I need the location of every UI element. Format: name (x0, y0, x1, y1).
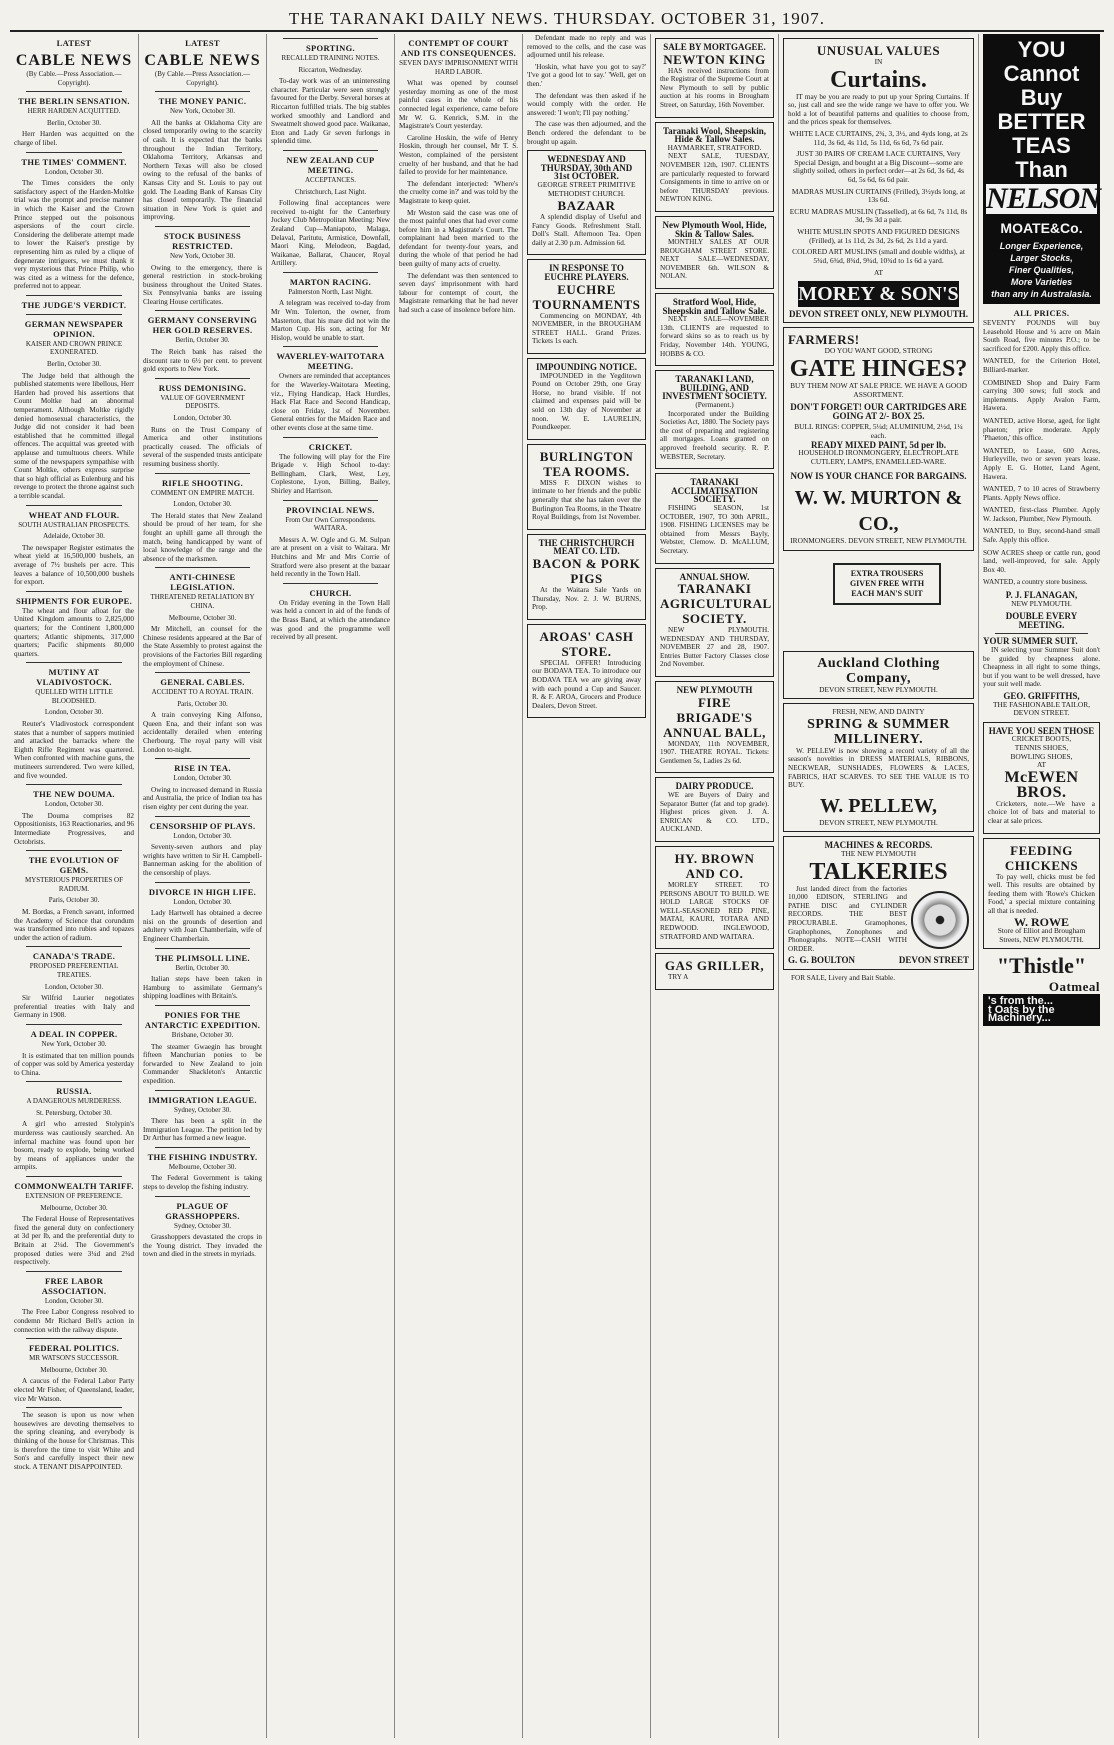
news-items (271, 38, 390, 642)
trousers-ad: EXTRA TROUSERS GIVEN FREE WITH EACH MAN'S SUIT (833, 563, 941, 605)
news-headline: THE TIMES' COMMENT. (21, 156, 127, 167)
news-dateline: Melbourne, October 30. (40, 1203, 108, 1212)
advertisement (655, 777, 774, 842)
news-dateline: London, October 30. (44, 800, 104, 809)
news-body: Seventy-seven authors and play wrights have written to Sir H. Campbell-Bannerman asking for the abolition of the censorship of plays. (143, 843, 262, 877)
news-body: The Times considers the only satisfactory aspect of the Harden-Moltke trial was the prompt and precise manner in which the Kaiser and the Crown Prince stepped out the poisonous aspersions of the court circle. Considering the deliberate attempt made to lower the Kaiser's prestige by representing him as ruled by a clique of degenerate intriguers, we must thank it very mysterious that Prince Philip, who was cited as a witness for the defence, preferred not to appear. (14, 179, 134, 291)
news-headline: GERMANY CONSERVING HER GOLD RESERVES. (147, 315, 258, 336)
classified-ad: WANTED, 7 to 10 acres of Strawberry Plants. Apply News office. (983, 485, 1100, 502)
divider-rule (283, 583, 378, 584)
ad-headline: NEWTON KING (663, 51, 766, 67)
news-body: To-day work was of an uninteresting character. Particular were seen strongly favoured for the Derby. Several horses at Riccarton fulfilled trials. The big stables worked smoothly and Landlord and Sweatmelt showed good pace. Waikanae, Eton and Lady Gr seven furlongs in splendid time. (271, 77, 390, 146)
news-headline: MUTINY AT VLADIVOSTOCK. (36, 667, 112, 688)
ad-banner: UNUSUAL VALUES (816, 43, 941, 58)
news-headline: CENSORSHIP OF PLAYS. (149, 820, 256, 831)
ad-subtitle: GEORGE STREET PRIMITIVE METHODIST CHURCH. (537, 179, 636, 198)
news-items (143, 91, 262, 1259)
ad-title: SALE BY MORTGAGEE. (663, 42, 766, 52)
classified-list (983, 319, 1100, 587)
ad-title: NEW PLYMOUTH (676, 685, 753, 696)
news-subhead: From Our Own Correspondents. WAITARA. (285, 515, 376, 533)
ad-body: MONTHLY SALES AT OUR BROUGHAM STREET STORE. NEXT SALE—WEDNESDAY, NOVEMBER 6th. WILSON & NOLAN. (660, 238, 769, 281)
tea-tagline: Longer Experience, (999, 241, 1084, 251)
ad-headline: BACON & PORK PIGS (532, 555, 641, 586)
news-headline: A DEAL IN COPPER. (30, 1028, 118, 1039)
ad-subtitle: (Permanent.) (695, 400, 734, 409)
news-dateline: Berlin, October 30. (46, 118, 102, 127)
ad-body: FISHING SEASON, 1st OCTOBER, 1907, TO 30th APRIL, 1908. FISHING LICENSES may be obtained from Messrs Bayly, Webster, Clemow. D. McALLUM, Secretary. (660, 503, 769, 555)
news-headline: COMMONWEALTH TARIFF. (14, 1181, 134, 1192)
news-dateline: London, October 30. (44, 167, 104, 176)
news-headline: STOCK BUSINESS RESTRICTED. (163, 230, 242, 251)
news-headline: THE EVOLUTION OF GEMS. (28, 855, 120, 876)
news-headline: SHIPMENTS FOR EUROPE. (15, 595, 133, 606)
ad-title: IN RESPONSE TO EUCHRE PLAYERS. (544, 263, 629, 283)
advertisement (527, 358, 646, 440)
morey-address: DEVON STREET ONLY, NEW PLYMOUTH. (788, 308, 969, 319)
news-headline: RIFLE SHOOTING. (161, 477, 244, 488)
article-headline: CONTEMPT OF COURT AND ITS CONSEQUENCES. (400, 38, 517, 58)
news-body: All the banks at Oklahoma City are closed temporarily owing to the scarcity of cash. It is expected that the banks throughout the Indian Territory, Oklahoma Territory, Arkansas and Northern Texas will also be closed owing to the refusal of the banks of Kansas City and St. Louis to pay out gold. The Leading Bank of Kansas City has closed temporarily. The financial situation in New York is quiet and improving. (143, 118, 262, 222)
news-dateline: Sydney, October 30. (173, 1105, 232, 1114)
news-dateline: London, October 30. (173, 774, 232, 783)
news-subhead: PROPOSED PREFERENTIAL TREATIES. (29, 962, 119, 979)
news-dateline: Brisbane, October 30. (171, 1030, 234, 1039)
divider-rule (155, 1090, 250, 1091)
news-body: The steamer Gwaegin has brought fifteen Manchurian ponies to be forwarded to New Zealand to join Commander Shackleton's Antarctic expedition. (143, 1042, 262, 1085)
advertisement (655, 38, 774, 118)
column-kicker: LATEST (56, 38, 92, 48)
news-subhead: MYSTERIOUS PROPERTIES OF RADIUM. (25, 876, 123, 893)
news-body: Owing to the emergency, there is general restriction in stock-broking business throughout the United States. Six Pennsylvania banks are issuing Clearing House certificates. (143, 263, 262, 306)
advertisement (527, 444, 646, 530)
divider-rule (26, 1176, 122, 1177)
article-subhead: SEVEN DAYS' IMPRISONMENT WITH HARD LABOR. (399, 59, 518, 76)
classified-ad: WANTED, a country store business. (983, 578, 1088, 587)
news-body: Messrs A. W. Ogle and G. M. Sulpan are at present on a visit to Waitara. Mr Hutchins and Mr and Mrs Corrie of Stratford were also present at the bazaar held recently in the Town Hall. (271, 535, 390, 579)
divider-rule (26, 91, 122, 92)
divider-rule (26, 591, 122, 592)
ad-title: Stratford Wool, Hide, Sheepskin and Tallow Sale. (662, 297, 767, 316)
pellew-millinery-ad: FRESH, NEW, AND DAINTY SPRING & SUMMER MILLINERY. W. PELLEW is now showing a record variety of all the season's novelties in DRESS MATERIALS, RIBBONS, NECKWEAR, SUNSHADES, FLOWERS & LACES, FABRICS, HAT SCARVES. TO SEE THE VALUE IS TO BUY. W. PELLEW, DEVON STREET, NEW PLYMOUTH. (783, 703, 974, 832)
news-subhead: ACCIDENT TO A ROYAL TRAIN. (151, 688, 254, 697)
ad-headline: TARANAKI AGRICULTURAL SOCIETY. (660, 581, 772, 627)
divider-rule (155, 567, 250, 568)
column-latest-cable-news (10, 34, 138, 1738)
classified-ad: WANTED, to Buy, second-hand small Safe. Apply this office. (983, 527, 1100, 545)
news-dateline: Sydney, October 30. (173, 1221, 232, 1230)
divider-rule (26, 784, 122, 785)
ad-body: NEXT SALE, TUESDAY, NOVEMBER 12th, 1907. CLIENTS are particularly requested to forward Consignments in time to arrive on or before THURSDAY previous. NEWTON KING. (660, 152, 769, 204)
news-body: A train conveying King Alfonso, Queen Ena, and their infant son was accidentally derailed when entering Cherbourg. The royal party will visit London to-night. (143, 711, 262, 754)
news-body: Herr Harden was acquitted on the charge of libel. (14, 130, 134, 147)
divider-rule (26, 1081, 122, 1082)
news-dateline: Riccarton, Wednesday. (298, 65, 363, 74)
news-headline: PROVINCIAL NEWS. (286, 504, 375, 515)
advertisement (655, 370, 774, 469)
news-dateline: London, October 30. (173, 500, 232, 509)
trousers-ad-area (783, 555, 974, 647)
news-headline: IMMIGRATION LEAGUE. (148, 1094, 257, 1105)
news-headline: THE BERLIN SENSATION. (18, 96, 130, 107)
classified-ad: WANTED, for the Criterion Hotel, Billiard-marker. (983, 357, 1100, 374)
advertisement (655, 953, 774, 990)
column-classifieds: YOU Cannot Buy BETTER TEAS Than NELSON MOATE&Co. Longer Experience, Larger Stocks, Finer Qualities, More Varieties than any in Australasia. ALL PRICES. SEVENTY POUNDS will buy Leasehold House and ¼ acre on Main South Road, five minutes P.O.; to be sacrificed for £200. Apply this office. WANTED, for the Criterion Hotel, Billiard-marker. COMBINED Shop and Dairy Farm carrying 300 sows; full stock and implements. Apply Avalon Farm, Hawera. WANTED, active Horse, aged, for light phaeton; price moderate. Apply 'Phaeton,' this office. WANTED, to Lease, 600 Acres, Hurleyville, two or seven years lease. Apply E. G. Hotter, Land Agent, Hawera. WANTED, 7 to 10 acres of Strawberry Plants. Apply News office. WANTED, first-class Plumber. Apply W. Jackson, Plumber, New Plymouth. WANTED, to Buy, second-hand small Safe. Apply this office. SOW ACRES sheep or cattle run, good land, well-improved, for sale. Apply Box 40. WANTED, a country store business. P. J. FLANAGAN, NEW PLYMOUTH. DOUBLE EVERY MEETING. YOUR SUMMER SUIT. IN selecting your Summer Suit don't be guided by cheapness alone. Cheapness in all right to some things, but if you want to be well dressed, have your suit well made. GEO. GRIFFITHS, THE FASHIONABLE TAILOR, DEVON STREET. HAVE YOU SEEN THOSE CRICKET BOOTS, TENNIS SHOES, BOWLING SHOES, AT McEWEN BROS. Cricketers, note.—We have a choice lot of bats and material to clear at sale prices. FEEDING CHICKENS To pay well, chicks must be fed well. This results are obtained by feeding them with 'Rowe's Chicken Food,' a special mixture containing all that is needed. W. ROWE Store of Elliot and Brougham Streets, NEW PLYMOUTH. "Thistle" Oatmeal 's from the... t Oats by the Machinery... (978, 34, 1104, 1738)
news-headline: THE NEW DOUMA. (33, 789, 115, 800)
ad-headline: AROAS' CASH STORE. (539, 628, 634, 659)
tea-tagline: Finer Qualities, (1008, 265, 1075, 275)
divider-rule (26, 1024, 122, 1025)
masthead: THE TARANAKI DAILY NEWS. THURSDAY. OCTOBER 31, 1907. (10, 8, 1104, 32)
news-body: The Judge held that although the published statements were libellous, Herr Harden had proved his assertions that Count Moltke had an abnormal temperament. Although Moltke rigidly denied homosexual characteristics, the Judge did not consider it had been established that he committed illegal offences. The acquittal was greeted with applause and tumultuous cheers. While some of the newspapers sympathise with Count Moltke, others express surprise that so high official as Eulenburg and his revenge to protect the throne against such a terrible scandal. (14, 371, 134, 500)
divider-rule (283, 38, 378, 39)
column-credit: (By Cable.—Press Association.—Copyright). (26, 70, 122, 87)
news-headline: PONIES FOR THE ANTARCTIC EXPEDITION. (144, 1009, 261, 1030)
news-body: Reuter's Vladivostock correspondent states that a number of sappers mutinied and attacked the barracks where the Eighth Rifle Regiment was quartered. When confronted with machine guns, the mutineers surrendered. Two were killed, and five wounded. (14, 720, 134, 780)
column-sporting (266, 34, 394, 1738)
ad-title: DAIRY PRODUCE. (675, 781, 754, 792)
news-subhead: COMMENT ON EMPIRE MATCH. (151, 488, 254, 497)
ad-body: MORLEY STREET. TO PERSONS ABOUT TO BUILD. WE HOLD LARGE STOCKS OF WELL-SEASONED RED PINE, MATAI, KAURI, TOTARA AND REDWOOD. INGLEWOOD, STRATFORD AND WAITARA. (660, 881, 769, 941)
column-court-report (394, 34, 522, 1738)
classified-ad: SOW ACRES sheep or cattle run, good land, well-improved, for sale. Apply Box 40. (983, 548, 1100, 574)
ad-body: NEW PLYMOUTH. WEDNESDAY AND THURSDAY, NOVEMBER 27 and 28, 1907. Entries Butter Factory Classes close 2nd November. (660, 626, 769, 669)
ad-body: IMPOUNDED in the Yegditown Pound on October 29th, one Gray Horse, no brand visible. If not claimed and expenses paid will be sold on 13th day of November at noon. W. E. LAURELIN, Poundkeeper. (532, 371, 641, 432)
advertisement (655, 473, 774, 563)
divider-rule (155, 672, 250, 673)
news-dateline: Berlin, October 30. (175, 336, 230, 345)
advertisement (655, 681, 774, 773)
tea-tagline: More Varieties (1010, 277, 1073, 287)
news-dateline: London, October 30. (44, 1296, 104, 1305)
news-headline: DIVORCE IN HIGH LIFE. (148, 886, 257, 897)
ad-headline: FIRE BRIGADE'S ANNUAL BALL, (663, 694, 766, 740)
divider-rule (155, 758, 250, 759)
news-body: M. Bordas, a French savant, informed the Academy of Science that corundum was transformed into rubies and topazes under the action of radium. (14, 907, 134, 942)
news-body: Italian steps have been taken in Hamburg to assimilate Germany's shipping loadlines with Britain's. (143, 975, 262, 1001)
news-headline: MARTON RACING. (289, 276, 372, 287)
news-dateline: Melbourne, October 30. (168, 613, 237, 622)
news-dateline: Paris, October 30. (48, 896, 100, 905)
ad-body: Incorporated under the Building Societies Act, 1880. The Society pays the cost of preparing and registering all mortgages. Loans granted on approved freehold security. R. P. WEBSTER, Secretary. (660, 409, 769, 461)
advertisement (655, 846, 774, 949)
advertisement (655, 122, 774, 212)
ad-headline: BAZAAR (557, 198, 616, 214)
news-body: The Douma comprises 82 Oppositionists, 163 Reactionaries, and 96 Intermediate Progressives, and Octobrists. (14, 811, 134, 846)
news-subhead: EXTENSION OF PREFERENCE. (25, 1192, 123, 1201)
ad-body: SPECIAL OFFER! Introducing our BODAVA TEA. To introduce our BODAVA TEA we are giving away with each pound a Cup and Saucer. R. & F. AROA, Grocers and Produce Dealers, Devon Street. (532, 658, 641, 710)
news-headline: RUSSIA. (56, 1086, 92, 1097)
phonograph-image (911, 891, 969, 949)
news-subhead: A DANGEROUS MURDERESS. (26, 1097, 122, 1106)
classified-ad: COMBINED Shop and Dairy Farm carrying 300 sows; full stock and implements. Apply Avalon Farm, Hawera. (983, 378, 1100, 413)
article-paragraph: 'Hoskin, what have you got to say?' 'I've got a good lot to say.' 'Well, get on then.' (527, 62, 646, 88)
ad-body: Commencing on MONDAY, 4th NOVEMBER, in the BROUGHAM STREET HALL. Grand Prizes. Tickets 1s each. (532, 311, 641, 346)
news-subhead: HERR HARDEN ACQUITTED. (27, 107, 121, 116)
news-headline: WHEAT AND FLOUR. (28, 509, 120, 520)
ad-headline: HY. BROWN AND CO. (674, 851, 755, 881)
news-body: Runs on the Trust Company of America and other institutions practically ceased. The officials of several of the suspended trusts anticipate resuming business shortly. (143, 425, 262, 468)
news-body: A telegram was received to-day from Mr Wm. Tolerton, the owner, from Masterton, that his mare did not win the Marton Cup. His son, acting for Mr Hislop, would be unable to start. (271, 299, 390, 342)
news-dateline: London, October 30. (173, 414, 232, 423)
ad-subtitle: HAYMARKET, STRATFORD. (667, 142, 762, 152)
news-body: A caucus of the Federal Labor Party elected Mr Fisher, of Queensland, leader, vice Mr Watson. (14, 1377, 134, 1403)
shoe-item: BOWLING SHOES, (1010, 751, 1073, 761)
divider-rule (155, 1147, 250, 1148)
divider-rule (283, 437, 378, 438)
advertisements (527, 150, 646, 718)
news-dateline: London, October 30. (173, 831, 232, 840)
divider-rule (155, 310, 250, 311)
news-headline: THE MONEY PANIC. (158, 96, 247, 107)
article-paragraph: What was opened by counsel yesterday morning as one of the most painful cases in the whole of his connected legal experience, came before Mr W. G. Kenrick, S.M. in the Magistrate's Court yesterday. (399, 79, 518, 131)
article-paragraph: The defendant was then sentenced to seven days' imprisonment with hard labour for contempt of court, the Magistrate remarking that he had never had such a case of insolence before him. (399, 271, 518, 315)
ad-title: THE CHRISTCHURCH MEAT CO. LTD. (538, 537, 635, 557)
news-subhead: VALUE OF GOVERNMENT DEPOSITS. (160, 393, 245, 411)
ad-body: MISS F. DIXON wishes to intimate to her friends and the public generally that she has taken over the Burlington Tea Rooms, in the Theatre Royal Buildings, from 1st November. (532, 478, 641, 522)
ad-title: Taranaki Wool, Sheepskin, Hide & Tallow Sales. (662, 125, 767, 145)
news-items (14, 91, 134, 1403)
advertisements (655, 38, 774, 990)
curtain-list (788, 130, 969, 265)
shoe-item: CRICKET BOOTS, (1011, 734, 1072, 744)
news-headline: CHURCH. (309, 587, 352, 598)
curtain-item: COLORED ART MUSLINS (small and double widths), at 5¾d, 6¾d, 8¾d, 9¾d, 10¾d to 1s 6d a yard. (792, 247, 965, 265)
morey-logo: MOREY & SON'S (798, 282, 959, 305)
divider-rule (26, 152, 122, 153)
news-body: The wheat and flour afloat for the United Kingdom amounts to 2,825,000 quarters; for the Continent 1,800,000 quarters; Atlantic shipments, 317,000 quarters; Pacific shipments 80,000 quarters. (14, 606, 134, 658)
ad-headline: EUCHRE TOURNAMENTS (532, 281, 641, 312)
news-headline: NEW ZEALAND CUP MEETING. (286, 154, 375, 175)
ad-headline: BURLINGTON TEA ROOMS. (539, 448, 634, 479)
news-body: On Friday evening in the Town Hall was held a concert in aid of the funds of the Brass Band, at which the attendance was good and the programme well received by all present. (271, 598, 390, 642)
ad-title: TARANAKI ACCLIMATISATION SOCIETY. (671, 477, 758, 505)
news-headline: RUSS DEMONISING. (158, 382, 247, 393)
column-title: CABLE NEWS (144, 52, 261, 69)
news-body: The Free Labor Congress resolved to condemn Mr Richard Bell's action in connection with the railway dispute. (14, 1308, 134, 1334)
column-kicker: LATEST (185, 38, 220, 48)
column-notices (650, 34, 778, 1738)
auckland-clothing-ad: Auckland Clothing Company, DEVON STREET, NEW PLYMOUTH. (783, 651, 974, 700)
news-dateline: New York, October 30. (41, 1039, 107, 1048)
news-body: The Federal Government is taking steps to develop the fishing industry. (143, 1174, 262, 1192)
divider-rule (155, 378, 250, 379)
advertisement (527, 534, 646, 620)
news-dateline: London, October 30. (44, 982, 104, 991)
ad-title: TARANAKI LAND, BUILDING, AND INVESTMENT SOCIETY. (662, 374, 767, 402)
thistle-logo: "Thistle" (996, 953, 1087, 979)
divider-rule (26, 1271, 122, 1272)
classified-ad: SEVENTY POUNDS will buy Leasehold House and ¼ acre on Main South Road, five minutes P.O.; to be sacrificed for £200. Apply this office. (983, 319, 1100, 353)
news-body: Grasshoppers devastated the crops in the Young district. They invaded the town and died in the streets in myriads. (143, 1233, 262, 1259)
news-dateline: Adelaide, October 30. (43, 532, 105, 541)
news-dateline: Palmerston North, Last Night. (288, 287, 373, 296)
ad-title: ANNUAL SHOW. (679, 571, 750, 582)
divider-rule (283, 150, 378, 151)
article-paragraph: The defendant was then asked if he would comply with the order. He answered: 'I won't; I'll pay nothing.' (527, 91, 646, 117)
news-headline: WAVERLEY-WAITOTARA MEETING. (276, 351, 385, 372)
nelson-moate-tea-ad: YOU Cannot Buy BETTER TEAS Than NELSON MOATE&Co. Longer Experience, Larger Stocks, Finer Qualities, More Varieties than any in Australasia. (983, 34, 1100, 304)
news-subhead: MR WATSON'S SUCCESSOR. (29, 1354, 119, 1363)
column-title: CABLE NEWS (15, 52, 133, 69)
article-body (399, 79, 518, 314)
news-headline: GENERAL CABLES. (160, 677, 245, 688)
news-dateline: St. Petersburg, October 30. (36, 1108, 112, 1117)
classified-ad: WANTED, active Horse, aged, for light phaeton; price moderate. Apply 'Phaeton,' this office. (983, 416, 1100, 443)
news-dateline: Berlin, October 30. (175, 963, 230, 972)
ad-body: At the Waitara Sale Yards on Thursday, Nov. 2. J. W. BURNS, Prop. (532, 585, 641, 612)
news-body: Mr Mitchell, an counsel for the Chinese residents appeared at the Bar of the State Assembly to protest against the provisions of the Factories Bill regarding the employment of Chinese. (143, 625, 262, 668)
divider-rule (26, 1338, 122, 1339)
news-body: Lady Hartwell has obtained a decree nisi on the grounds of desertion and adultery with Joan Chamberlain, wife of Engineer Chamberlain. (143, 909, 262, 943)
news-dateline: London, October 30. (44, 708, 104, 717)
divider-rule (26, 946, 122, 947)
classified-ad: WANTED, first-class Plumber. Apply W. Jackson, Plumber, New Plymouth. (983, 506, 1100, 523)
news-dateline: Melbourne, October 30. (40, 1365, 108, 1374)
article-paragraph: Mr Weston said the case was one of the most painful ones that had ever come before him in a Magistrate's Court. The complainant had been married to the defendant for twenty-four years, and during the whole of that period he had been guilty of many acts of cruelty. (399, 208, 518, 269)
advertisement (527, 150, 646, 255)
news-headline: THE JUDGE'S VERDICT. (21, 299, 127, 310)
column-credit: (By Cable.—Press Association.—Copyright). (154, 70, 251, 87)
ad-headline: Curtains. (830, 66, 927, 93)
news-dateline: Melbourne, October 30. (168, 1162, 237, 1171)
news-headline: SPORTING. (306, 43, 355, 53)
divider-rule (155, 1005, 250, 1006)
news-subhead: QUELLED WITH LITTLE BLOODSHED. (35, 688, 113, 705)
shoe-item: TENNIS SHOES, (1014, 742, 1069, 752)
divider-rule (283, 500, 378, 501)
news-body: Owing to increased demand in Russia and Australia, the price of Indian tea has risen eighty per cent during the year. (143, 785, 262, 812)
news-headline: FEDERAL POLITICS. (28, 1343, 120, 1354)
news-body: The Federal House of Representatives fixed the general duty on confectionery at 3d per lb, and the preferential duty to Britain at 2¼d. The Government's proposed duties were 3¼d and 2¾d respectively. (14, 1215, 134, 1267)
article-paragraph: The case was then adjourned, and the Bench ordered the defendant to be brought up again. (527, 120, 646, 146)
news-body: A girl who arrested Stolypin's murderess was cautiously searched. An infernal machine was found upon her bosom, ready to explode, being worked by means of appliances under the armpits. (14, 1120, 134, 1172)
news-dateline: New York, October 30. (170, 251, 235, 260)
advertisement (655, 216, 774, 289)
ad-body: WE are Buyers of Dairy and Separator Butter (fat and top grade). Highest prices given. J. A. ENRICAN & CO. LTD., AUCKLAND. (660, 791, 769, 834)
tea-tagline: than any in Australasia. (991, 289, 1092, 299)
advertisement (527, 624, 646, 719)
column-display-ads: UNUSUAL VALUES IN Curtains. IT may be you are ready to put up your Spring Curtains. If so, just call and see the wide range we have to offer you. We hold a lot of beautiful patterns and qualities to choose from, and the prices speak for themselves. WHITE LACE CURTAINS, 2¾, 3, 3½, and 4yds long, at 2s 11d, 3s 6d, 4s 11d, 5s 11d, 6s 6d, 7s 6d pair. JUST 30 PAIRS OF CREAM LACE CURTAINS, Very Special Design, and bought at a Big Discount—some are slightly soiled, others in perfect order—at 2s 6d, 3s 6d, 4s 6d, 5s 6d, 6s 6d pair. MADRAS MUSLIN CURTAINS (Frilled), 3½yds long, at 13s 6d. ECRU MADRAS MUSLIN (Tasselled), at 6s 6d, 7s 11d, 8s 3d, 9s 3d a pair. WHITE MUSLIN SPOTS AND FIGURED DESIGNS (Frilled), at 1s 11d, 2s 3d, 2s 6d, 2s 11d a yard. COLORED ART MUSLINS (small and double widths), at 5¾d, 6¾d, 8¾d, 9¾d, 10¾d to 1s 6d a yard. AT MOREY & SON'S DEVON STREET ONLY, NEW PLYMOUTH. FARMERS! DO YOU WANT GOOD, STRONG GATE HINGES? BUY THEM NOW AT SALE PRICE. WE HAVE A GOOD ASSORTMENT. DON'T FORGET! OUR CARTRIDGES ARE GOING AT 2/- BOX 25. BULL RINGS: COPPER, 5¼d; ALUMINIUM, 2½d, 1¼ each. READY MIXED PAINT, 5d per lb. HOUSEHOLD IRONMONGERY, ELECTROPLATE CUTLERY, LAMPS, ENAMELLED-WARE. NOW IS YOUR CHANCE FOR BARGAINS. W. W. MURTON & CO., IRONMONGERS. DEVON STREET, NEW PLYMOUTH. EXTRA TROUSERS GIVEN FREE WITH EACH MAN'S SUIT Auckland Clothing Company, DEVON STREET, NEW PLYMOUTH. FRESH, NEW, AND DAINTY SPRING & SUMMER MILLINERY. W. PELLEW is now showing a record variety of all the season's novelties in DRESS MATERIALS, RIBBONS, NECKWEAR, SUNSHADES, FLOWERS & LACES, FABRICS, HAT SCARVES. TO SEE THE VALUE IS TO BUY. W. PELLEW, DEVON STREET, NEW PLYMOUTH. MACHINES & RECORDS. THE NEW PLYMOUTH TALKERIES Just landed direct from the factories 10,000 EDISON, STERLING and PATHE DISC and CYLINDER RECORDS. THE BEST PROCURABLE. Gramophones, Graphophones, Zonophones and Phonographs. NOTE—CASH WITH ORDER. G. G. BOULTON DEVON STREET FOR SALE, Livery and Bait Stable. (778, 34, 978, 1738)
ad-body: MONDAY, 11th NOVEMBER, 1907. THEATRE ROYAL. Tickets: Gentlemen 5s, Ladies 2s 6d. (660, 739, 769, 765)
ad-body: HAS received instructions from the Registrar of the Supreme Court at New Plymouth to sell by public auction at his rooms in Brougham Street, on Saturday, 16th November. (660, 66, 769, 109)
news-body: There has been a split in the Immigration League. The petition led by Dr Arthur has formed a new league. (143, 1117, 262, 1143)
divider-rule (26, 295, 122, 296)
divider-rule (155, 473, 250, 474)
news-subhead: RECALLED TRAINING NOTES. (281, 54, 380, 62)
news-subhead: SOUTH AUSTRALIAN PROSPECTS. (18, 520, 130, 529)
ad-body: NEXT SALE—NOVEMBER 13th. CLIENTS are requested to forward skins so as to reach us by Friday, November 14th. YOUNG, HOBBS & CO. (660, 315, 769, 358)
divider-rule (283, 272, 378, 273)
news-body: Owners are reminded that acceptances for the Waverley-Waitotara Meeting, viz., Flying Handicap, Hack Hurdles, Hack Flat Race and Second Handicap, close on Friday, 1st of November. General entries for the Maiden Race and other events close at the same time. (271, 372, 390, 432)
curtain-item: MADRAS MUSLIN CURTAINS (Frilled), 3½yds long, at 13s 6d. (791, 186, 966, 205)
news-body: Following final acceptances were received to-night for the Canterbury Jockey Club Metropolitan Meeting: New Zealand Cup—Maniapoto, Malaga, Delaval, Paritutu, Armistice, Downfall, Maori King, Melodeon, Bagdad, Waikanae, Ballarat, Chaucer, Royal Artillery. (271, 199, 390, 268)
curtain-item: JUST 30 PAIRS OF CREAM LACE CURTAINS, Very Special Design, and bought at a Big Discount—some are slightly soiled, others in perfect order—at 2s 6d, 3s 6d, 4s 6d, 5s 6d, 6s 6d pair. (793, 149, 964, 184)
news-body: It is estimated that ten million pounds of copper was sold by America yesterday to China. (14, 1051, 134, 1077)
news-dateline: New York, October 30. (170, 107, 235, 116)
article-paragraph: Caroline Hoskin, the wife of Henry Hoskin, through her counsel, Mr T. S. Weston, complained of the persistent cruelty of her husband, and that he had failed to provide for her maintenance. (399, 133, 518, 177)
talkeries-ad: MACHINES & RECORDS. THE NEW PLYMOUTH TALKERIES Just landed direct from the factories 10,000 EDISON, STERLING and PATHE DISC and CYLINDER RECORDS. THE BEST PROCURABLE. Gramophones, Graphophones, Zonophones and Phonographs. NOTE—CASH WITH ORDER. G. G. BOULTON DEVON STREET (783, 836, 974, 970)
news-headline: CRICKET. (308, 441, 353, 452)
nelson-logo: NELSON (986, 182, 1101, 215)
news-body: The Reich bank has raised the discount rate to 6½ per cent. to prevent gold exports to New York. (143, 348, 262, 374)
divider-rule (26, 850, 122, 851)
news-body: The following will play for the Fire Brigade v. High School to-day: Bellingham, Clark, West, Ley, Coplestone, Lyon, Billing, Bailey, Shirley and Harrison. (271, 452, 390, 495)
column-latest-cable-news-2 (138, 34, 266, 1738)
advertisement (655, 293, 774, 366)
divider-rule (26, 662, 122, 663)
news-body: The newspaper Register estimates the wheat yield at 16,500,000 bushels, an average of 7½ bushels per acre. This leaves a balance of 10,500,000 bushels for export. (14, 543, 134, 587)
murton-logo: W. W. MURTON & CO., (794, 487, 963, 535)
news-subhead: THREATENED RETALIATION BY CHINA. (150, 593, 255, 610)
news-subhead: KAISER AND CROWN PRINCE EXONERATED. (25, 339, 123, 357)
divider-rule (155, 1196, 250, 1197)
news-dateline: Christchurch, Last Night. (294, 187, 367, 196)
article-paragraph: The defendant interjected: 'Where's the cruelty come in?' and was told by the Magistrate to keep quiet. (399, 179, 518, 205)
mcewen-ad: HAVE YOU SEEN THOSE CRICKET BOOTS, TENNIS SHOES, BOWLING SHOES, AT McEWEN BROS. Cricketers, note.—We have a choice lot of bats and material to clear at sale prices. (983, 722, 1100, 834)
divider-rule (283, 346, 378, 347)
advertisement (527, 259, 646, 354)
news-headline: THE PLIMSOLL LINE. (155, 952, 250, 963)
news-headline: ANTI-CHINESE LEGISLATION. (169, 572, 236, 593)
curtain-item: WHITE MUSLIN SPOTS AND FIGURED DESIGNS (Frilled), at 1s 11d, 2s 3d, 2s 6d, 2s 11d a yard. (797, 226, 960, 245)
divider-rule (26, 505, 122, 506)
article-body (527, 34, 646, 146)
divider-rule (155, 948, 250, 949)
curtain-item: ECRU MADRAS MUSLIN (Tasselled), at 6s 6d, 7s 11d, 8s 3d, 9s 3d a pair. (789, 206, 968, 225)
divider-rule (155, 882, 250, 883)
divider-rule (26, 314, 122, 315)
news-headline: PLAGUE OF GRASSHOPPERS. (165, 1200, 240, 1221)
news-headline: RISE IN TEA. (174, 763, 231, 774)
news-subhead: ACCEPTANCES. (305, 175, 356, 184)
ad-title: New Plymouth Wool, Hide, Skin & Tallow Sales. (662, 219, 767, 239)
news-body: Sir Wilfrid Laurier negotiates preferential treaties with Italy and Germany in 1908. (14, 994, 134, 1020)
news-dateline: Berlin, October 30. (46, 360, 102, 369)
ad-headline: GATE HINGES? (789, 356, 968, 383)
rowe-chicken-food-ad: FEEDING CHICKENS To pay well, chicks must be fed well. This results are obtained by feeding them with 'Rowe's Chicken Food,' a special mixture containing all that is needed. W. ROWE Store of Elliot and Brougham Streets, NEW PLYMOUTH. (983, 838, 1100, 950)
curtains-ad: UNUSUAL VALUES IN Curtains. IT may be you are ready to put up your Spring Curtains. If so, just call and see the wide range we have to offer you. We hold a lot of beautiful patterns and qualities to choose from, and the prices speak for themselves. WHITE LACE CURTAINS, 2¾, 3, 3½, and 4yds long, at 2s 11d, 3s 6d, 4s 11d, 5s 11d, 6s 6d, 7s 6d pair. JUST 30 PAIRS OF CREAM LACE CURTAINS, Very Special Design, and bought at a Big Discount—some are slightly soiled, others in perfect order—at 2s 6d, 3s 6d, 4s 6d, 5s 6d, 6s 6d pair. MADRAS MUSLIN CURTAINS (Frilled), 3½yds long, at 13s 6d. ECRU MADRAS MUSLIN (Tasselled), at 6s 6d, 7s 11d, 8s 3d, 9s 3d a pair. WHITE MUSLIN SPOTS AND FIGURED DESIGNS (Frilled), at 1s 11d, 2s 3d, 2s 6d, 2s 11d a yard. COLORED ART MUSLINS (small and double widths), at 5¾d, 6¾d, 8¾d, 9¾d, 10¾d to 1s 6d a yard. AT MOREY & SON'S DEVON STREET ONLY, NEW PLYMOUTH. (783, 38, 974, 323)
column-court-report-continued (522, 34, 650, 1738)
tea-tagline: Larger Stocks, (1010, 253, 1073, 263)
divider-rule (155, 91, 250, 92)
ad-body: TRY A (668, 973, 689, 982)
news-headline: GERMAN NEWSPAPER OPINION. (24, 318, 124, 339)
advertisement-text: The season is upon us now when housewives are devoting themselves to the spring cleaning, and everybody is thinking of the house for Christmas. This is therefore the time to visit White and Son's and carefully inspect their new stock. A TENANT DISAPPOINTED. (14, 1411, 134, 1471)
divider-rule (155, 816, 250, 817)
murton-ad: FARMERS! DO YOU WANT GOOD, STRONG GATE HINGES? BUY THEM NOW AT SALE PRICE. WE HAVE A GOOD ASSORTMENT. DON'T FORGET! OUR CARTRIDGES ARE GOING AT 2/- BOX 25. BULL RINGS: COPPER, 5¼d; ALUMINIUM, 2½d, 1¼ each. READY MIXED PAINT, 5d per lb. HOUSEHOLD IRONMONGERY, ELECTROPLATE CUTLERY, LAMPS, ENAMELLED-WARE. NOW IS YOUR CHANCE FOR BARGAINS. W. W. MURTON & CO., IRONMONGERS. DEVON STREET, NEW PLYMOUTH. (783, 327, 974, 550)
article-paragraph: Defendant made no reply and was removed to the cells, and the case was adjourned until his release. (527, 34, 646, 60)
news-dateline: London, October 30. (173, 897, 232, 906)
ad-title: WEDNESDAY AND THURSDAY, 30th AND 31st OCTOBER. (540, 154, 633, 182)
advertisement (655, 568, 774, 678)
news-headline: THE FISHING INDUSTRY. (147, 1151, 258, 1162)
classified-ad: WANTED, to Lease, 600 Acres, Hurleyville, two or seven years lease. Apply E. G. Hotter, Land Agent, Hawera. (983, 446, 1100, 481)
news-headline: FREE LABOR ASSOCIATION. (41, 1275, 107, 1296)
divider-rule (155, 226, 250, 227)
news-headline: CANADA'S TRADE. (32, 951, 116, 962)
ad-title: IMPOUNDING NOTICE. (535, 362, 637, 373)
news-body: The Herald states that New Zealand should be proud of her team, for she fought an uphill game all through the match, being handicapped by want of local knowledge of the range and the absence of the marksmen. (143, 511, 262, 563)
curtain-item: WHITE LACE CURTAINS, 2¾, 3, 3½, and 4yds long, at 2s 11d, 3s 6d, 4s 11d, 5s 11d, 6s 6d, 7s 6d pair. (789, 128, 968, 147)
ad-body: A splendid display of Useful and Fancy Goods. Refreshment Stall. Doll's Stall. Afternoon Tea. Open daily at 2.30 p.m. Admission 6d. (532, 213, 641, 247)
ad-headline: GAS GRILLER, (664, 958, 765, 974)
news-dateline: Paris, October 30. (177, 699, 228, 708)
